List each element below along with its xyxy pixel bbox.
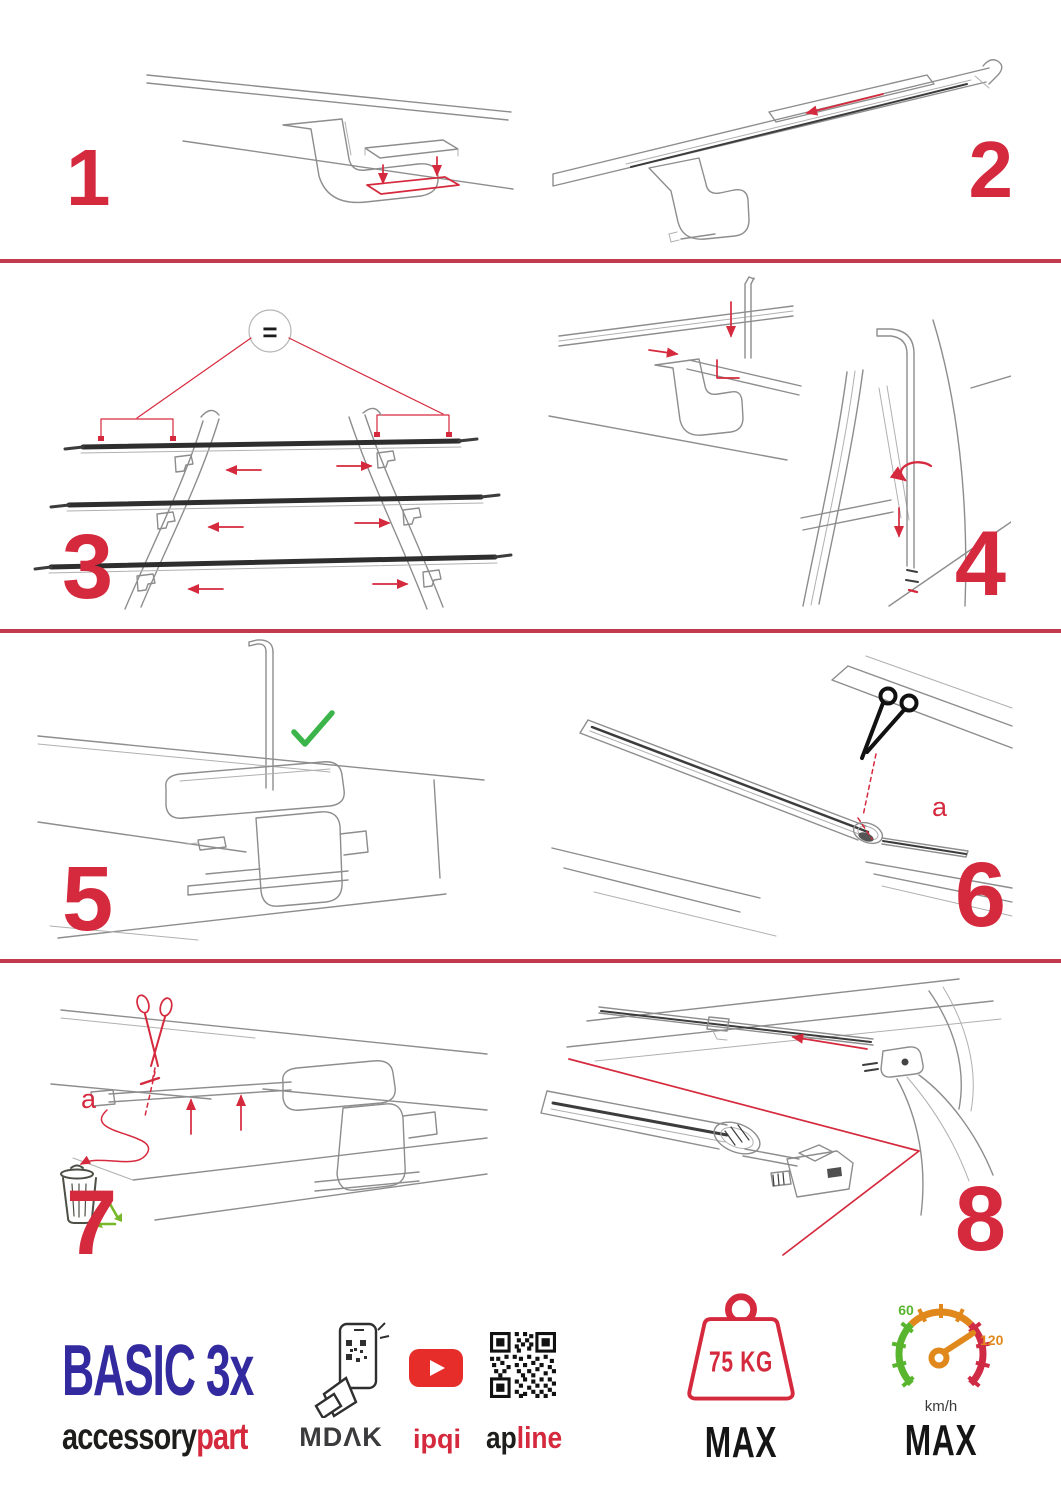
step-6-illustration: [536, 636, 1014, 948]
step-number-2: 2: [968, 125, 1013, 214]
step-number-7: 7: [66, 1172, 118, 1274]
measuring-brackets: [98, 415, 452, 441]
apline-black: ap: [486, 1420, 517, 1455]
step-2-illustration: [531, 18, 1011, 243]
scissors-icon: [862, 689, 917, 759]
speed-low-label: 60: [898, 1302, 914, 1318]
qr-code: [490, 1332, 556, 1398]
clamp: [649, 158, 749, 242]
brand-name-black: accessory: [62, 1416, 197, 1457]
gauge-needle: [929, 1333, 974, 1369]
label-a: a: [931, 792, 947, 822]
row-steps-7-8: [0, 963, 1061, 1286]
right-arrow: [649, 350, 677, 354]
phone-scan-icon: [312, 1318, 392, 1418]
crossbar: [580, 720, 885, 847]
scissors-icon: [135, 994, 174, 1082]
rotate-arrow: [900, 462, 930, 480]
label-a: a: [81, 1084, 97, 1114]
speed-max-label: MAX: [904, 1416, 978, 1465]
clamp: [655, 359, 743, 435]
speed-unit-label: km/h: [924, 1398, 958, 1415]
scan-ticks: [378, 1323, 389, 1338]
step-2-panel: [531, 0, 1061, 259]
insert-arrows: [367, 157, 459, 194]
zoom-callout-lines: [569, 1037, 919, 1255]
step-5-panel: [0, 633, 531, 959]
bar-end-detail: [541, 1091, 799, 1166]
step-7-panel: [0, 963, 531, 1286]
step-4-illustration: [541, 268, 1011, 618]
discard-path: [81, 1110, 149, 1164]
check-icon: [294, 713, 332, 744]
weight-max-label: MAX: [704, 1418, 778, 1467]
t-bolt-adapter: [771, 1145, 853, 1197]
footer: [0, 1286, 1061, 1500]
brand-name-red: part: [196, 1416, 248, 1457]
equal-sign: =: [262, 317, 278, 347]
step-6-panel: [531, 633, 1061, 959]
step-number-6: 6: [954, 844, 1006, 946]
partner-mdak-label: MDΛK: [299, 1422, 383, 1452]
row-steps-3-4: [0, 263, 1061, 629]
rubber-pad: [365, 140, 458, 158]
step-number-3: 3: [62, 516, 114, 618]
product-name: BASIC 3x: [62, 1331, 254, 1411]
clamp: [166, 762, 368, 906]
clamp: [283, 1061, 437, 1191]
step-number-4: 4: [954, 513, 1006, 615]
step-8-illustration: [531, 963, 1011, 1270]
brand-name: [62, 1416, 248, 1458]
weight-icon: [668, 1290, 814, 1416]
weight-value: 75 KG: [709, 1346, 773, 1379]
partner-ipqi-label: ipqi: [413, 1424, 461, 1454]
step-number-8: 8: [954, 1168, 1006, 1270]
allen-key-icon: [877, 329, 918, 592]
allen-key-icon: [745, 277, 754, 358]
step-number-1: 1: [66, 133, 111, 222]
youtube-icon: [408, 1348, 464, 1388]
step-1-illustration: [115, 15, 515, 245]
step-number-5: 5: [62, 848, 114, 950]
step-8-panel: [531, 963, 1061, 1286]
roof-rail: [147, 75, 513, 189]
step-4-panel: [531, 263, 1061, 629]
crossbar: [553, 60, 1002, 186]
equal-badge: [137, 310, 443, 418]
step-1-panel: [0, 0, 531, 259]
row-steps-1-2: [0, 0, 1061, 259]
speedometer-icon: [874, 1298, 1008, 1400]
apline-red: line: [516, 1420, 563, 1455]
speed-high-label: 120: [980, 1332, 1004, 1348]
partner-apline-label: [486, 1420, 562, 1456]
step-3-panel: [0, 263, 531, 629]
row-steps-5-6: [0, 633, 1061, 959]
